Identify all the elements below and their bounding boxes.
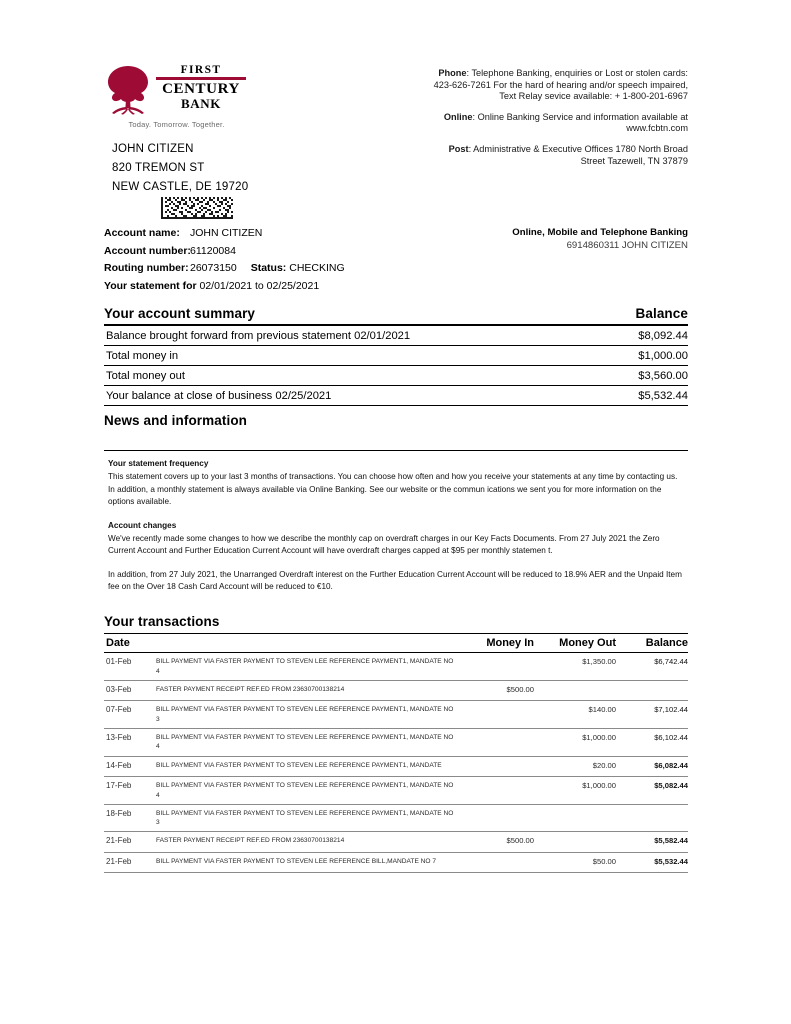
routing-number-value: 26073150 — [190, 262, 237, 274]
row-money-in — [456, 781, 534, 800]
row-money-out: $1,000.00 — [582, 781, 616, 791]
row-money-in — [456, 657, 534, 676]
contact-post-label: Post — [448, 143, 469, 154]
row-money-out: $1,350.00 — [582, 657, 616, 666]
row-money-in: $500.00 — [506, 836, 534, 846]
table-row — [104, 805, 688, 833]
row-date: 07-Feb — [106, 705, 132, 715]
row-description: FASTER PAYMENT RECEIPT REF.ED FROM 23630700138214 — [156, 837, 345, 845]
row-money-in: $500.00 — [506, 684, 534, 694]
contact-phone-label: Phone — [438, 68, 467, 78]
row-description: BILL PAYMENT VIA FASTER PAYMENT TO STEVEN LEE REFERENCE PAYMENT1, MANDATE — [156, 761, 442, 769]
banking-channel-title: Online, Mobile and Telephone Banking — [512, 227, 688, 238]
statement-period-value: 02/01/2021 to 02/25/2021 — [199, 279, 320, 292]
row-date: 13-Feb — [106, 732, 132, 742]
account-name-label: Account name: — [104, 227, 180, 239]
news-block-body: This statement covers up to your last 3 months of transactions. You can choose how often and how you receive your statements at any time by contacting us. In addition, a monthly statement is always available via Online Banking. See our website or the commun ications we sent you for more information on the options available. — [108, 472, 678, 507]
row-balance: $5,582.44 — [654, 836, 688, 846]
logo-tagline: Today. Tomorrow. Together. — [128, 120, 225, 129]
row-balance: $6,082.44 — [654, 760, 688, 770]
news-block-heading: Account changes — [108, 520, 177, 530]
row-balance: $5,532.44 — [654, 856, 688, 866]
column-header-date: Date — [106, 637, 130, 649]
row-money-in — [456, 733, 534, 752]
status-label: Status: — [250, 262, 287, 274]
table-row — [104, 701, 688, 729]
news-section — [104, 413, 688, 605]
table-row — [104, 832, 688, 853]
banking-channel-block — [458, 226, 688, 252]
row-date: 18-Feb — [106, 808, 132, 818]
contact-post-text: : Administrative & Executive Offices 1780 North Broad Street Tazewell, TN 37879 — [468, 143, 688, 166]
row-date: 03-Feb — [106, 684, 132, 694]
column-header-description — [152, 637, 456, 649]
column-header-balance: Balance — [645, 637, 688, 649]
row-date: 01-Feb — [106, 657, 132, 666]
statement-period-label: Your statement for — [104, 279, 197, 292]
statement-period-row — [104, 278, 404, 296]
customer-name: JOHN CITIZEN — [112, 143, 194, 155]
row-balance: $6,742.44 — [654, 657, 688, 666]
news-title: News and information — [104, 413, 248, 428]
summary-row-amount: $3,560.00 — [638, 369, 688, 382]
row-date: 21-Feb — [106, 856, 132, 866]
row-money-in — [456, 857, 534, 869]
transactions-title: Your transactions — [104, 614, 220, 629]
contact-phone-text: : Telephone Banking, enquiries or Lost or stolen cards: 423-626-7261 For the hard of hearing and/or speech impaired, Text Relay sevice available: + 1-800-201-6967 — [433, 68, 688, 102]
row-money-out: $140.00 — [588, 705, 616, 715]
account-number-row — [104, 243, 404, 261]
account-summary-balance-header: Balance — [635, 306, 688, 321]
account-name-row — [104, 225, 404, 243]
row-balance — [616, 809, 688, 828]
table-row — [104, 757, 688, 778]
row-description: FASTER PAYMENT RECEIPT REF.ED FROM 23630700138214 — [156, 685, 345, 693]
status-value: CHECKING — [289, 262, 345, 274]
account-summary-section — [104, 306, 688, 406]
routing-number-row — [104, 260, 404, 278]
customer-address-block — [112, 140, 248, 197]
summary-row-label: Your balance at close of business 02/25/2021 — [106, 389, 332, 402]
contact-online-text: : Online Banking Service and information available at www.fcbtn.com — [472, 111, 688, 134]
summary-row — [104, 326, 688, 346]
contact-online — [428, 112, 688, 135]
summary-row-label: Total money out — [106, 369, 185, 382]
news-body — [104, 451, 688, 594]
table-row — [104, 853, 688, 874]
logo-text-century: CENTURY — [162, 81, 240, 97]
row-money-in — [456, 809, 534, 828]
table-row — [104, 653, 688, 681]
table-row — [104, 777, 688, 805]
row-money-out: $1,000.00 — [582, 732, 616, 742]
column-header-money-in: Money In — [486, 637, 534, 649]
statement-header — [104, 62, 688, 197]
account-number-label: Account number: — [104, 244, 191, 257]
datamatrix-barcode-icon — [161, 197, 233, 219]
table-row — [104, 729, 688, 757]
row-money-in — [456, 761, 534, 773]
column-header-money-out: Money Out — [559, 637, 616, 649]
logo-text-bank: BANK — [181, 96, 221, 111]
news-block-body: We've recently made some changes to how we describe the monthly cap on overdraft charges in our Key Facts Documents. From 27 July 2021 the Zero Current Account and Further Education Current Account will have overdraft charges capped at $95 per monthly statemen t. — [108, 534, 660, 556]
customer-address-line-1: 820 TREMON ST — [112, 162, 205, 174]
row-description: BILL PAYMENT VIA FASTER PAYMENT TO STEVEN LEE REFERENCE PAYMENT1, MANDATE NO 4 — [156, 733, 454, 751]
account-summary-header — [104, 306, 688, 326]
account-number-value: 61120084 — [190, 244, 236, 257]
customer-address-line-2: NEW CASTLE, DE 19720 — [112, 181, 249, 193]
row-balance: $5,082.44 — [654, 781, 688, 791]
banking-channel-value: 6914860311 JOHN CITIZEN — [566, 240, 688, 251]
summary-row-amount: $1,000.00 — [638, 349, 688, 362]
row-description: BILL PAYMENT VIA FASTER PAYMENT TO STEVEN LEE REFERENCE PAYMENT1, MANDATE NO 4 — [156, 658, 454, 675]
news-block-body: In addition, from 27 July 2021, the Unarranged Overdraft interest on the Further Education Current Account will be reduced to 18.9% AER and the Unpaid Item fee on the Over 18 Cash Card Account will be reduced to €10. — [108, 569, 682, 592]
table-row — [104, 681, 688, 702]
bank-contact-block — [428, 68, 688, 167]
logo-text-first: FIRST — [180, 64, 222, 76]
transactions-section — [104, 614, 688, 873]
account-details-block — [104, 225, 404, 295]
row-balance — [616, 685, 688, 697]
contact-phone — [428, 68, 688, 103]
summary-row — [104, 386, 688, 406]
row-balance: $7,102.44 — [654, 705, 688, 715]
transactions-table-header — [104, 633, 688, 653]
account-name-value: JOHN CITIZEN — [190, 227, 263, 239]
row-date: 21-Feb — [106, 836, 132, 846]
summary-row-amount: $5,532.44 — [638, 389, 688, 402]
row-money-out — [534, 685, 616, 697]
news-block-heading: Your statement frequency — [108, 459, 209, 468]
summary-row — [104, 366, 688, 386]
row-description: BILL PAYMENT VIA FASTER PAYMENT TO STEVEN LEE REFERENCE BILL,MANDATE NO 7 — [156, 857, 437, 865]
contact-post — [428, 144, 688, 167]
summary-row-amount: $8,092.44 — [638, 329, 688, 342]
logo-red-bar — [156, 77, 246, 80]
row-money-out: $20.00 — [592, 760, 616, 770]
bank-logo — [104, 62, 254, 129]
summary-row — [104, 346, 688, 366]
row-description: BILL PAYMENT VIA FASTER PAYMENT TO STEVEN LEE REFERENCE PAYMENT1, MANDATE NO 4 — [156, 782, 454, 799]
row-description: BILL PAYMENT VIA FASTER PAYMENT TO STEVEN LEE REFERENCE PAYMENT1, MANDATE NO 3 — [156, 809, 454, 827]
row-date: 14-Feb — [106, 760, 132, 770]
contact-online-label: Online — [443, 111, 473, 122]
row-money-in — [456, 705, 534, 724]
summary-row-label: Balance brought forward from previous statement 02/01/2021 — [106, 329, 411, 342]
row-balance: $6,102.44 — [654, 732, 688, 742]
row-date: 17-Feb — [106, 781, 132, 791]
account-summary-title: Your account summary — [104, 306, 256, 321]
row-money-out — [534, 836, 616, 848]
row-description: BILL PAYMENT VIA FASTER PAYMENT TO STEVEN LEE REFERENCE PAYMENT1, MANDATE NO 3 — [156, 706, 454, 723]
tree-logo-icon — [104, 64, 152, 116]
routing-number-label: Routing number: — [104, 262, 189, 274]
row-money-out — [534, 809, 616, 828]
row-money-out: $50.00 — [592, 856, 616, 866]
summary-row-label: Total money in — [106, 349, 179, 362]
